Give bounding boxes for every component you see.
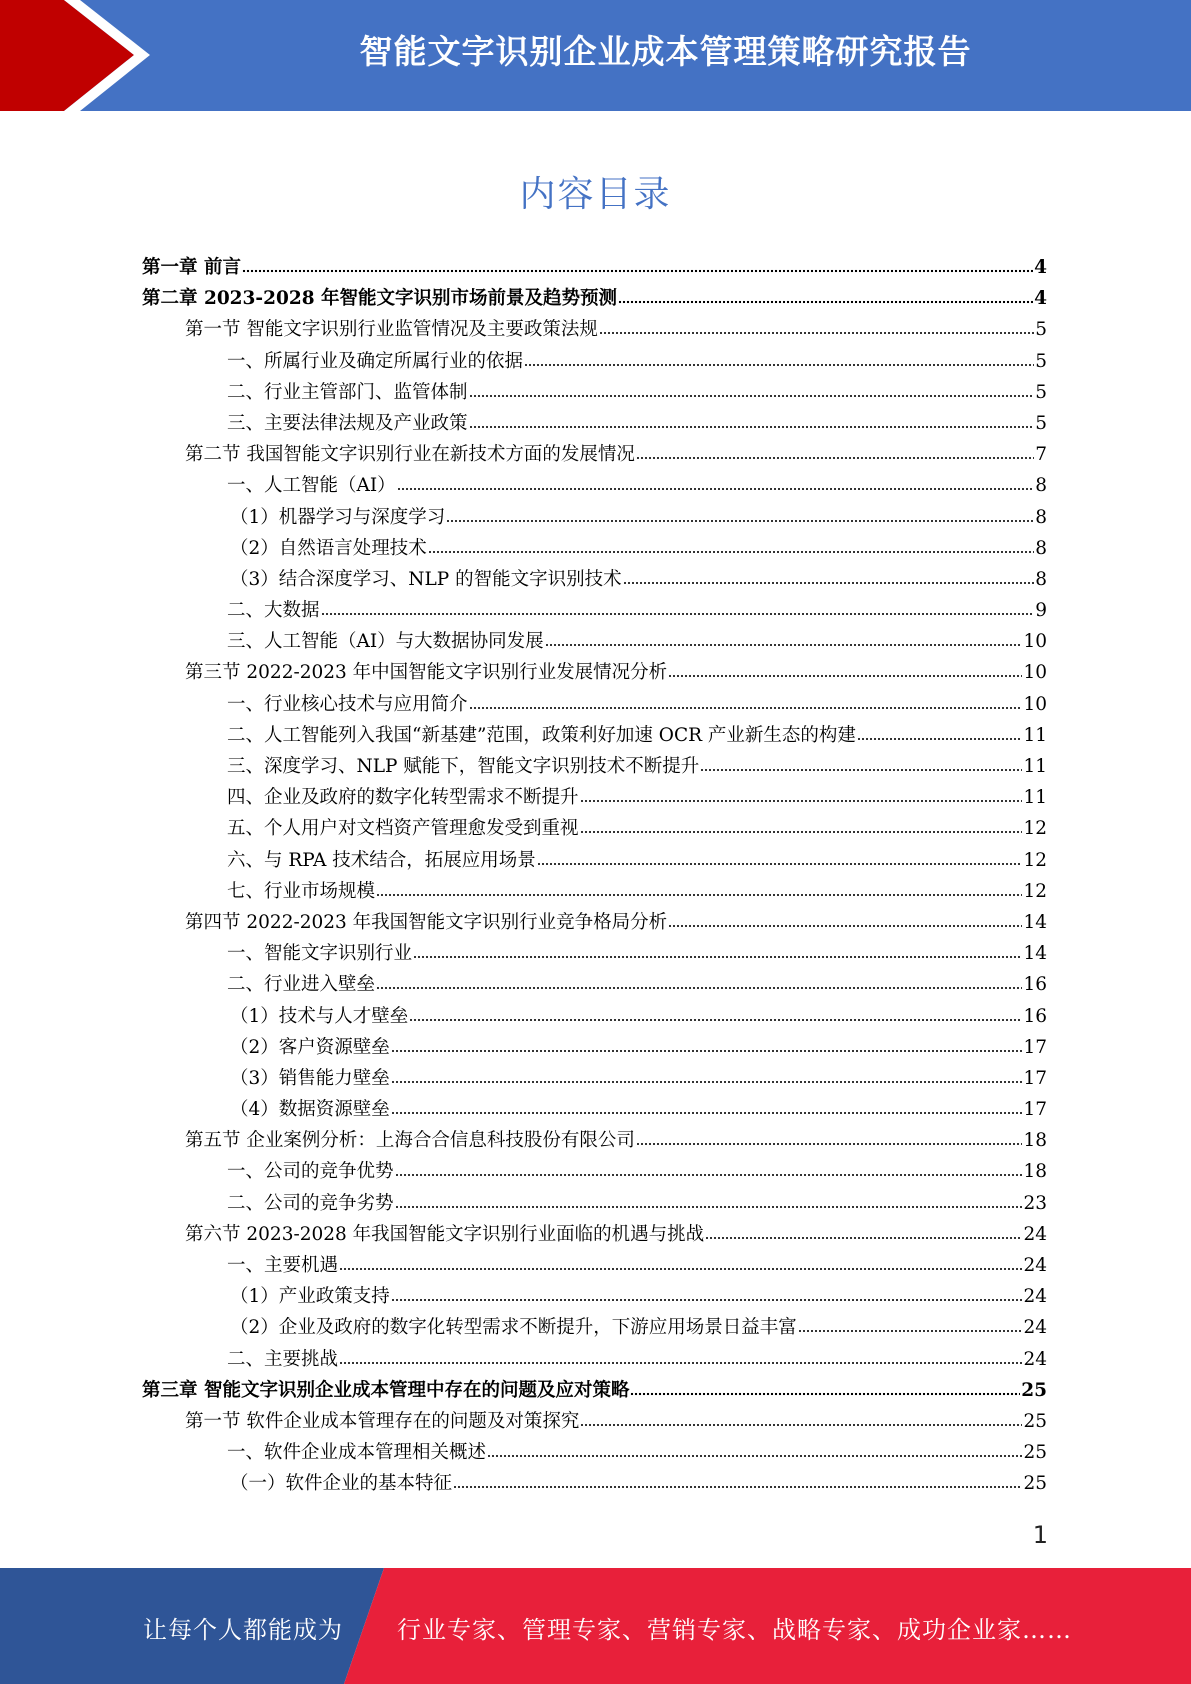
toc-heading: 内容目录 xyxy=(519,174,672,215)
toc-entry[interactable] xyxy=(142,1033,1047,1064)
toc-entry-page: 25 xyxy=(1023,1410,1047,1432)
toc-dot-leader xyxy=(469,425,1035,429)
toc-entry-page: 8 xyxy=(1035,537,1047,559)
toc-entry-page: 9 xyxy=(1035,600,1047,622)
toc-entry[interactable] xyxy=(142,471,1047,502)
toc-entry-title: 五、个人用户对文档资产管理愈发受到重视 xyxy=(227,818,579,840)
toc-entry[interactable] xyxy=(142,1189,1047,1220)
toc-entry-title: 三、深度学习、NLP 赋能下，智能文字识别技术不断提升 xyxy=(227,756,700,777)
toc-dot-leader xyxy=(242,269,1033,273)
toc-entry-page: 5 xyxy=(1035,350,1047,372)
toc-entry-title: 第六节 2023-2028 年我国智能文字识别行业面临的机遇与挑战 xyxy=(185,1223,705,1245)
toc-dot-leader xyxy=(469,706,1023,710)
toc-entry-title: 七、行业市场规模 xyxy=(227,880,376,902)
toc-entry[interactable] xyxy=(142,1345,1047,1376)
toc-entry-title: （3）结合深度学习、NLP 的智能文字识别技术 xyxy=(230,568,622,590)
toc-dot-leader xyxy=(705,1236,1022,1240)
toc-dot-leader xyxy=(469,394,1035,398)
toc-entry-page: 11 xyxy=(1023,724,1047,746)
toc-entry[interactable] xyxy=(142,1282,1047,1313)
toc-dot-leader xyxy=(668,924,1022,928)
toc-entry-page: 8 xyxy=(1035,475,1047,497)
toc-entry-page: 24 xyxy=(1023,1286,1047,1308)
toc-entry-title: 一、智能文字识别行业 xyxy=(227,943,413,965)
toc-entry-page: 18 xyxy=(1023,1130,1047,1152)
toc-entry[interactable] xyxy=(142,752,1047,783)
toc-entry-title: 一、公司的竞争优势 xyxy=(227,1161,394,1183)
toc-entry-page: 18 xyxy=(1023,1161,1047,1183)
toc-dot-leader xyxy=(321,612,1035,616)
report-title: 智能文字识别企业成本管理策略研究报告 xyxy=(359,32,972,71)
toc-entry-title: 三、人工智能（AI）与大数据协同发展 xyxy=(227,631,544,653)
toc-entry[interactable] xyxy=(142,721,1047,752)
toc-entry[interactable] xyxy=(142,1469,1047,1500)
toc-entry-page: 5 xyxy=(1035,381,1047,403)
toc-entry-page: 4 xyxy=(1034,288,1047,310)
toc-entry-title: 第一节 软件企业成本管理存在的问题及对策探究 xyxy=(185,1410,580,1432)
toc-entry-title: 第二章 2023-2028 年智能文字识别市场前景及趋势预测 xyxy=(142,288,618,310)
toc-entry-page: 24 xyxy=(1023,1317,1047,1339)
toc-entry-title: 一、软件企业成本管理相关概述 xyxy=(227,1442,487,1464)
toc-dot-leader xyxy=(857,737,1023,741)
toc-entry-title: （2）企业及政府的数字化转型需求不断提升，下游应用场景日益丰富 xyxy=(230,1317,797,1339)
toc-entry-title: （3）销售能力壁垒 xyxy=(230,1067,390,1089)
toc-entry[interactable] xyxy=(142,877,1047,908)
toc-entry-page: 25 xyxy=(1023,1442,1047,1464)
toc-entry-title: （1）技术与人才壁垒 xyxy=(230,1005,409,1027)
toc-entry-page: 12 xyxy=(1023,849,1047,871)
toc-entry[interactable] xyxy=(142,939,1047,970)
toc-entry[interactable] xyxy=(142,627,1047,658)
toc-entry-page: 7 xyxy=(1035,444,1047,466)
red-arrow-decoration xyxy=(0,0,160,111)
toc-entry[interactable] xyxy=(142,783,1047,814)
toc-dot-leader xyxy=(487,1454,1022,1458)
toc-entry-title: 第三节 2022-2023 年中国智能文字识别行业发展情况分析 xyxy=(185,662,668,684)
toc-entry-page: 17 xyxy=(1023,1036,1047,1058)
toc-entry-title: 二、大数据 xyxy=(227,600,320,622)
toc-entry-page: 12 xyxy=(1023,818,1047,840)
toc-entry-page: 24 xyxy=(1023,1348,1047,1370)
toc-dot-leader xyxy=(428,550,1034,554)
table-of-contents xyxy=(142,253,1047,1501)
toc-entry-title: （2）自然语言处理技术 xyxy=(230,537,427,559)
toc-dot-leader xyxy=(623,581,1035,585)
toc-entry-title: 第二节 我国智能文字识别行业在新技术方面的发展情况 xyxy=(185,444,635,466)
toc-entry[interactable] xyxy=(142,690,1047,721)
toc-entry-page: 24 xyxy=(1023,1255,1047,1276)
toc-dot-leader xyxy=(339,1267,1022,1271)
toc-entry-page: 14 xyxy=(1023,943,1047,965)
toc-entry-page: 23 xyxy=(1023,1192,1047,1214)
toc-entry-page: 16 xyxy=(1023,1005,1047,1027)
toc-entry-title: 第五节 企业案例分析：上海合合信息科技股份有限公司 xyxy=(185,1130,635,1152)
toc-entry-page: 10 xyxy=(1023,693,1047,715)
toc-entry-title: 二、行业进入壁垒 xyxy=(227,974,376,996)
toc-entry-title: 二、主要挑战 xyxy=(227,1348,339,1370)
toc-dot-leader xyxy=(395,1205,1023,1209)
toc-entry-title: （4）数据资源壁垒 xyxy=(230,1099,390,1121)
toc-dot-leader xyxy=(391,1049,1023,1053)
toc-entry-page: 11 xyxy=(1023,756,1047,777)
toc-dot-leader xyxy=(376,986,1022,990)
toc-dot-leader xyxy=(397,487,1035,491)
toc-dot-leader xyxy=(391,1080,1023,1084)
toc-entry[interactable] xyxy=(142,1095,1047,1126)
toc-entry-title: 第一章 前言 xyxy=(142,257,241,278)
toc-entry-page: 11 xyxy=(1023,787,1047,809)
toc-entry-title: （2）客户资源壁垒 xyxy=(230,1036,390,1058)
toc-dot-leader xyxy=(636,1142,1023,1146)
toc-entry[interactable] xyxy=(142,1407,1047,1438)
toc-entry[interactable] xyxy=(142,596,1047,627)
toc-dot-leader xyxy=(391,1298,1023,1302)
toc-entry-page: 16 xyxy=(1023,974,1047,996)
toc-entry[interactable] xyxy=(142,284,1047,315)
toc-entry-title: （1）机器学习与深度学习 xyxy=(230,506,446,528)
toc-dot-leader xyxy=(580,799,1023,803)
toc-dot-leader xyxy=(376,893,1022,897)
toc-entry[interactable] xyxy=(142,1157,1047,1188)
toc-entry-page: 8 xyxy=(1035,506,1047,528)
toc-entry[interactable] xyxy=(142,315,1047,346)
toc-dot-leader xyxy=(413,955,1022,959)
toc-entry-title: 二、人工智能列入我国“新基建”范围，政策利好加速 OCR 产业新生态的构建 xyxy=(227,724,856,746)
toc-entry-title: 一、行业核心技术与应用简介 xyxy=(227,693,468,715)
toc-entry-page: 5 xyxy=(1035,412,1047,434)
toc-entry-title: 一、所属行业及确定所属行业的依据 xyxy=(227,350,524,372)
toc-entry-page: 25 xyxy=(1021,1379,1047,1401)
toc-entry-page: 8 xyxy=(1035,568,1047,590)
toc-dot-leader xyxy=(339,1361,1022,1365)
toc-dot-leader xyxy=(391,1111,1023,1115)
footer-slogan-right: 行业专家、管理专家、营销专家、战略专家、成功企业家…… xyxy=(397,1616,1072,1644)
toc-entry-title: 二、公司的竞争劣势 xyxy=(227,1192,394,1214)
toc-entry[interactable] xyxy=(142,1313,1047,1344)
toc-entry-page: 17 xyxy=(1023,1067,1047,1089)
toc-entry[interactable] xyxy=(142,1002,1047,1033)
toc-entry-title: （一）软件企业的基本特征 xyxy=(230,1473,453,1495)
page-number: 1 xyxy=(1032,1521,1048,1549)
toc-entry[interactable] xyxy=(142,970,1047,1001)
toc-entry-title: 六、与 RPA 技术结合，拓展应用场景 xyxy=(227,849,536,871)
toc-entry[interactable] xyxy=(142,1438,1047,1469)
toc-entry-page: 25 xyxy=(1023,1473,1047,1495)
footer-slogan-left: 让每个人都能成为 xyxy=(143,1616,343,1644)
toc-dot-leader xyxy=(446,519,1034,523)
toc-entry[interactable] xyxy=(142,534,1047,565)
toc-entry[interactable] xyxy=(142,1251,1047,1282)
toc-dot-leader xyxy=(453,1485,1022,1489)
toc-entry[interactable] xyxy=(142,565,1047,596)
toc-dot-leader xyxy=(636,456,1034,460)
toc-entry-page: 14 xyxy=(1023,911,1047,933)
toc-entry-title: 一、主要机遇 xyxy=(227,1255,339,1276)
toc-entry-page: 17 xyxy=(1023,1099,1047,1121)
toc-entry-page: 10 xyxy=(1023,662,1047,684)
toc-dot-leader xyxy=(700,768,1022,772)
toc-dot-leader xyxy=(668,674,1022,678)
toc-entry[interactable] xyxy=(142,814,1047,845)
toc-entry[interactable] xyxy=(142,908,1047,939)
toc-dot-leader xyxy=(580,1423,1022,1427)
toc-entry[interactable] xyxy=(142,1126,1047,1157)
toc-entry-title: （1）产业政策支持 xyxy=(230,1286,390,1308)
toc-entry[interactable] xyxy=(142,1376,1047,1407)
toc-entry[interactable] xyxy=(142,1220,1047,1251)
toc-dot-leader xyxy=(618,300,1033,304)
toc-entry-title: 二、行业主管部门、监管体制 xyxy=(227,381,468,403)
toc-entry-page: 24 xyxy=(1023,1223,1047,1245)
toc-dot-leader xyxy=(630,1392,1020,1396)
toc-entry[interactable] xyxy=(142,503,1047,534)
toc-entry-title: 四、企业及政府的数字化转型需求不断提升 xyxy=(227,787,579,809)
toc-entry[interactable] xyxy=(142,440,1047,471)
toc-dot-leader xyxy=(798,1329,1023,1333)
toc-dot-leader xyxy=(409,1018,1022,1022)
toc-entry-title: 第一节 智能文字识别行业监管情况及主要政策法规 xyxy=(185,319,598,341)
page-header xyxy=(0,0,1191,111)
page-footer xyxy=(0,1568,1191,1684)
toc-dot-leader xyxy=(580,830,1023,834)
toc-entry-title: 第三章 智能文字识别企业成本管理中存在的问题及应对策略 xyxy=(142,1379,630,1401)
toc-entry[interactable] xyxy=(142,1064,1047,1095)
toc-entry[interactable] xyxy=(142,253,1047,284)
toc-entry[interactable] xyxy=(142,347,1047,378)
toc-dot-leader xyxy=(395,1173,1023,1177)
toc-entry-page: 12 xyxy=(1023,880,1047,902)
toc-dot-leader xyxy=(599,331,1034,335)
toc-dot-leader xyxy=(545,643,1023,647)
toc-entry-title: 一、人工智能（AI） xyxy=(227,475,396,497)
toc-dot-leader xyxy=(537,862,1023,866)
toc-entry-page: 5 xyxy=(1035,319,1047,341)
toc-entry-page: 10 xyxy=(1023,631,1047,653)
toc-entry[interactable] xyxy=(142,846,1047,877)
toc-entry[interactable] xyxy=(142,378,1047,409)
toc-entry-page: 4 xyxy=(1034,257,1047,278)
toc-entry-title: 第四节 2022-2023 年我国智能文字识别行业竞争格局分析 xyxy=(185,911,668,933)
toc-entry[interactable] xyxy=(142,658,1047,689)
toc-entry-title: 三、主要法律法规及产业政策 xyxy=(227,412,468,434)
toc-entry[interactable] xyxy=(142,409,1047,440)
toc-dot-leader xyxy=(524,363,1034,367)
